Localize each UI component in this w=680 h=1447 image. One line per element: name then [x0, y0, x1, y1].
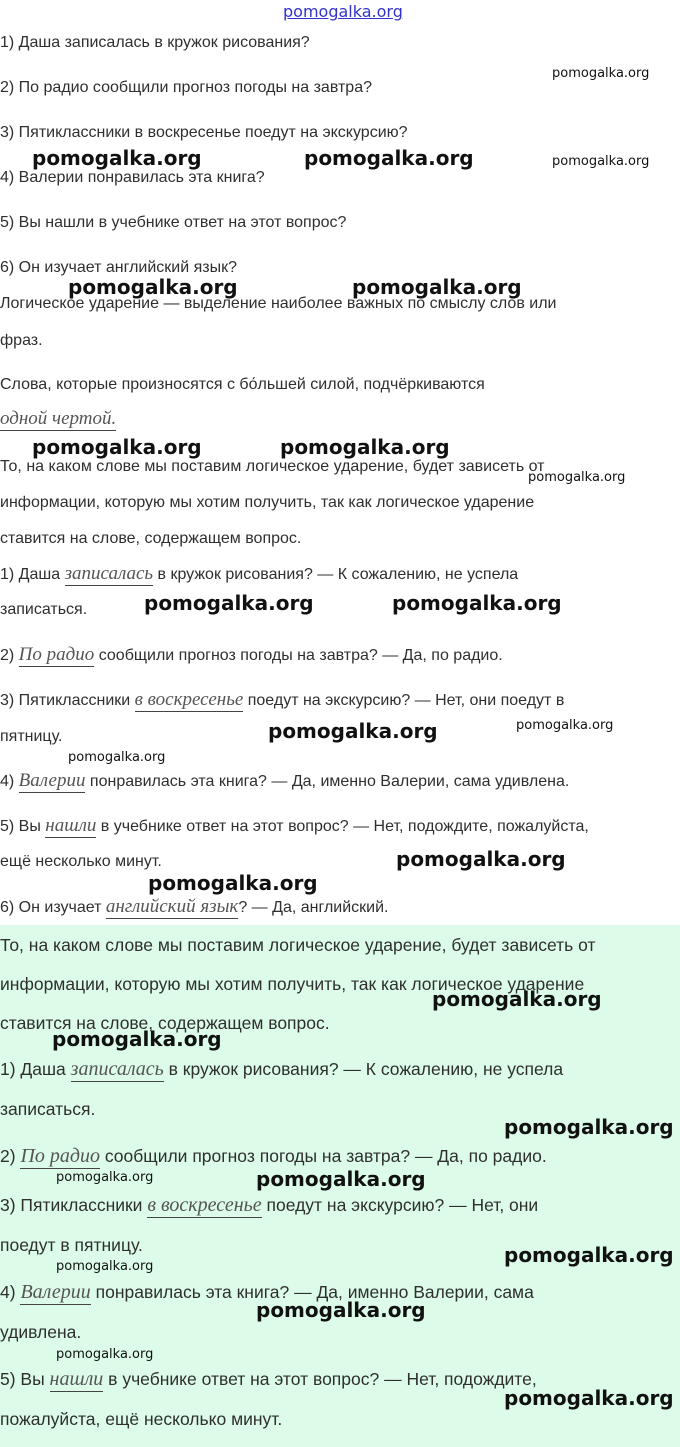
- watermark: pomogalka.org: [56, 1347, 154, 1362]
- watermark: pomogalka.org: [68, 275, 238, 299]
- explanation-line-3: ставится на слове, содержащем вопрос.: [0, 530, 302, 547]
- answer-3: 3) Пятиклассники в воскресенье поедут на экскурсию? — Нет, они поедут в: [0, 689, 565, 710]
- watermark: pomogalka.org: [504, 1386, 674, 1410]
- watermark: pomogalka.org: [144, 591, 314, 615]
- watermark: pomogalka.org: [304, 146, 474, 170]
- watermark: pomogalka.org: [268, 719, 438, 743]
- stressed-word: английский язык: [105, 896, 239, 917]
- stressed-word: в воскресенье: [147, 1194, 262, 1216]
- answer2-1-cont: записаться.: [0, 1099, 96, 1119]
- watermark: pomogalka.org: [552, 154, 650, 169]
- watermark: pomogalka.org: [280, 435, 450, 459]
- answer2-5: 5) Вы нашли в учебнике ответ на этот вопрос? — Нет, подождите,: [0, 1368, 537, 1390]
- explanation-line-1: То, на каком слове мы поставим логическое ударение, будет зависеть от: [0, 458, 545, 475]
- question-5: 5) Вы нашли в учебнике ответ на этот вопрос?: [0, 214, 347, 231]
- watermark: pomogalka.org: [352, 275, 522, 299]
- watermark: pomogalka.org: [528, 470, 626, 485]
- watermark: pomogalka.org: [516, 718, 614, 733]
- answer2-2: 2) По радио сообщили прогноз погоды на завтра? — Да, по радио.: [0, 1145, 547, 1167]
- answer-4: 4) Валерии понравилась эта книга? — Да, именно Валерии, сама удивлена.: [0, 770, 570, 791]
- explanation2-line-2: информации, которую мы хотим получить, так как логическое ударение: [0, 974, 585, 994]
- question-2: 2) По радио сообщили прогноз погоды на завтра?: [0, 79, 372, 96]
- watermark: pomogalka.org: [504, 1243, 674, 1267]
- watermark: pomogalka.org: [552, 66, 650, 81]
- stressed-word: По радио: [20, 1145, 100, 1167]
- stressed-word: нашли: [45, 815, 97, 836]
- stressed-word: Валерии: [18, 770, 86, 791]
- stressed-word: нашли: [49, 1368, 104, 1390]
- stressed-word: Валерии: [20, 1281, 91, 1303]
- answer-6: 6) Он изучает английский язык? — Да, английский.: [0, 896, 389, 917]
- watermark: pomogalka.org: [504, 1115, 674, 1139]
- explanation-line-2: информации, которую мы хотим получить, так как логическое ударение: [0, 494, 535, 511]
- question-3: 3) Пятиклассники в воскресенье поедут на экскурсию?: [0, 124, 408, 141]
- watermark: pomogalka.org: [68, 750, 166, 765]
- answer2-3: 3) Пятиклассники в воскресенье поедут на экскурсию? — Нет, они: [0, 1194, 539, 1216]
- question-6: 6) Он изучает английский язык?: [0, 259, 238, 276]
- underline-example: одной чертой.: [0, 408, 117, 429]
- answer-5: 5) Вы нашли в учебнике ответ на этот вопрос? — Нет, подождите, пожалуйста,: [0, 815, 589, 836]
- answer2-4: 4) Валерии понравилась эта книга? — Да, именно Валерии, сама: [0, 1281, 534, 1303]
- watermark: pomogalka.org: [52, 1027, 222, 1051]
- answer-3-cont: пятницу.: [0, 728, 63, 745]
- watermark: pomogalka.org: [56, 1170, 154, 1185]
- answer-1: 1) Даша записалась в кружок рисования? — К сожалению, не успела: [0, 563, 519, 584]
- stressed-word: в воскресенье: [134, 689, 244, 710]
- answer2-4-cont: удивлена.: [0, 1322, 82, 1342]
- stressed-word: записалась: [70, 1058, 164, 1080]
- watermark: pomogalka.org: [392, 591, 562, 615]
- watermark: pomogalka.org: [32, 146, 202, 170]
- stressed-word: По радио: [18, 644, 95, 665]
- site-link[interactable]: pomogalka.org: [283, 2, 403, 21]
- watermark: pomogalka.org: [56, 1259, 154, 1274]
- explanation2-line-1: То, на каком слове мы поставим логическое ударение, будет зависеть от: [0, 935, 596, 955]
- watermark: pomogalka.org: [256, 1167, 426, 1191]
- watermark: pomogalka.org: [256, 1298, 426, 1322]
- underline-rule: Слова, которые произносятся с бо́льшей силой, подчёркиваются: [0, 376, 485, 393]
- answer-5-cont: ещё несколько минут.: [0, 853, 162, 870]
- definition-line-2: фраз.: [0, 332, 43, 349]
- watermark: pomogalka.org: [148, 871, 318, 895]
- answer2-1: 1) Даша записалась в кружок рисования? — К сожалению, не успела: [0, 1058, 564, 1080]
- answer2-3-cont: поедут в пятницу.: [0, 1235, 143, 1255]
- answer-1-cont: записаться.: [0, 601, 88, 618]
- stressed-word: записалась: [64, 563, 154, 584]
- definition-line-1: Логическое ударение — выделение наиболее важных по смыслу слов или: [0, 295, 557, 312]
- answer2-5-cont: пожалуйста, ещё несколько минут.: [0, 1409, 283, 1429]
- explanation2-line-3: ставится на слове, содержащем вопрос.: [0, 1013, 330, 1033]
- answer-2: 2) По радио сообщили прогноз погоды на завтра? — Да, по радио.: [0, 644, 503, 665]
- watermark: pomogalka.org: [32, 435, 202, 459]
- watermark: pomogalka.org: [396, 847, 566, 871]
- underline-example-line: [0, 409, 116, 430]
- question-4: 4) Валерии понравилась эта книга?: [0, 169, 265, 186]
- question-1: 1) Даша записалась в кружок рисования?: [0, 34, 310, 51]
- watermark: pomogalka.org: [432, 987, 602, 1011]
